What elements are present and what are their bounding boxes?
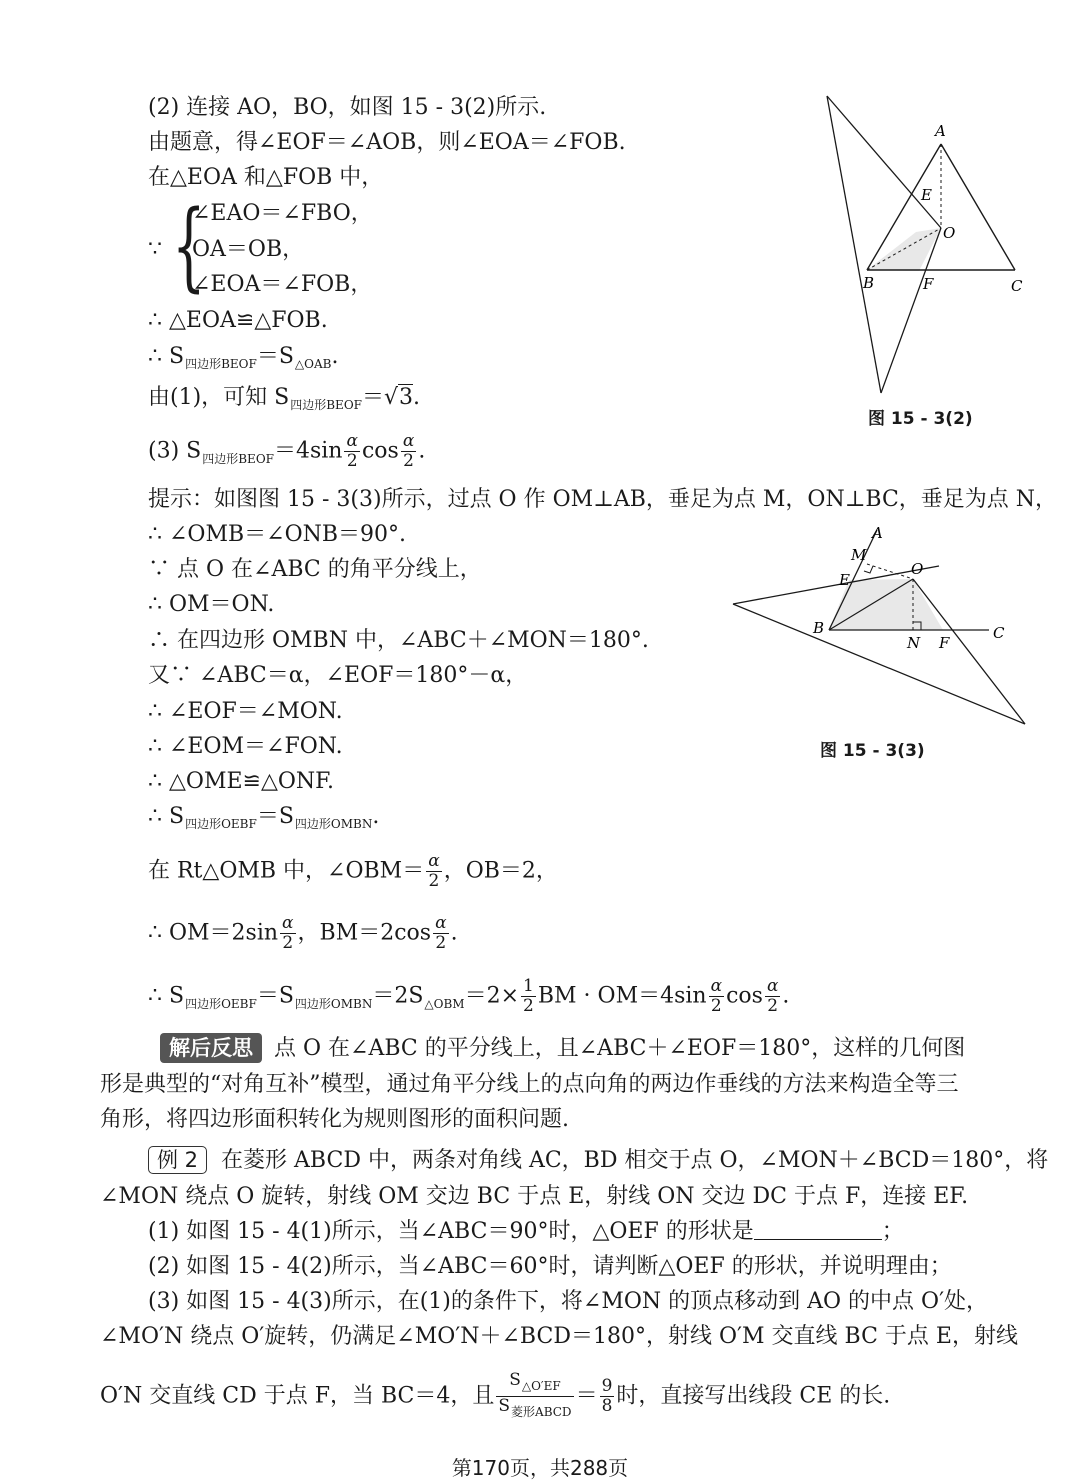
text-seg: ＝√ xyxy=(361,385,399,410)
text-line xyxy=(148,384,420,419)
numerator: α xyxy=(282,913,294,933)
text-line: ∴ △OME≌△ONF. xyxy=(148,769,335,794)
text-seg: 时，直接写出线段 CE 的长. xyxy=(616,1383,891,1409)
text-line: ∴ △EOA≌△FOB. xyxy=(148,308,328,333)
equation-line: OA＝OB， xyxy=(192,237,305,262)
text-line: ∴ ∠EOF＝∠MON. xyxy=(148,699,343,724)
figure-15-3-3 xyxy=(725,520,1035,730)
text-line: ∴ ∠OMB＝∠ONB＝90°. xyxy=(148,522,407,547)
page-footer: 第170页，共288页 xyxy=(451,1456,629,1480)
right-angle-m xyxy=(864,566,873,573)
ray-oe xyxy=(827,96,941,228)
text-seg: ，BM＝2cos xyxy=(297,920,432,946)
ray-of xyxy=(913,579,1025,724)
label-o: O xyxy=(911,560,924,578)
figure-caption: 图 15 - 3(2) xyxy=(868,409,973,429)
label-b: B xyxy=(813,619,825,637)
subscript: 四边形OEBF xyxy=(185,817,257,831)
text-seg: cos xyxy=(361,438,399,464)
label-o: O xyxy=(943,224,956,242)
text-seg: . xyxy=(450,920,458,946)
text-seg: S xyxy=(498,1396,511,1416)
text-seg: S xyxy=(509,1370,521,1390)
label-f: F xyxy=(939,634,950,652)
text-seg: ∴ OM＝2sin xyxy=(148,920,279,946)
system-brace: { xyxy=(172,190,206,302)
equation-line: ∠EAO＝∠FBO， xyxy=(192,201,373,226)
text-seg: ＝2S xyxy=(372,983,424,1009)
numerator: α xyxy=(710,976,723,996)
fraction xyxy=(496,1371,573,1422)
figure-15-3-2 xyxy=(815,88,1050,408)
fraction xyxy=(280,914,295,953)
label-f: F xyxy=(923,275,934,293)
reflection-badge: 解后反思 xyxy=(160,1033,262,1063)
text-seg: (3) S xyxy=(148,438,202,464)
text-line: 提示：如图图 15 - 3(3)所示，过点 O 作 OM⊥AB，垂足为点 M，ON⊥BC，垂足为点 N， xyxy=(148,487,1058,512)
example-line xyxy=(148,1146,1048,1175)
text-seg: . xyxy=(418,438,426,464)
numerator: α xyxy=(346,431,358,451)
reflection-line xyxy=(160,1033,965,1063)
text-line: (3) 如图 15 - 4(3)所示，在(1)的条件下，将∠MON 的顶点移动到 AO 的中点 O′处， xyxy=(148,1289,989,1314)
numerator: α xyxy=(402,431,415,451)
text-line: 由题意，得∠EOF＝∠AOB，则∠EOA＝∠FOB. xyxy=(148,130,626,155)
text-line xyxy=(148,343,338,378)
numerator: α xyxy=(435,913,447,933)
fraction xyxy=(521,977,536,1016)
text-seg: ＝S xyxy=(256,344,294,369)
text-line: 形是典型的“对角互补”模型，通过角平分线上的点向角的两边作垂线的方法来构造全等三 xyxy=(100,1072,959,1097)
side-ac xyxy=(941,144,1015,270)
denominator: 2 xyxy=(710,996,722,1016)
text-seg: ＝ xyxy=(575,1383,598,1409)
label-m: M xyxy=(851,546,867,564)
subscript: 四边形BEOF xyxy=(185,357,257,371)
text-seg: ＝2× xyxy=(464,983,520,1009)
fraction xyxy=(765,977,780,1016)
label-e: E xyxy=(921,186,932,204)
denominator xyxy=(496,1397,573,1422)
equation-line: ∠EOA＝∠FOB， xyxy=(192,272,373,297)
text-seg: . xyxy=(331,344,339,369)
text-line xyxy=(148,977,789,1018)
fraction xyxy=(401,432,416,471)
text-seg: 在 Rt△OMB 中，∠OBM＝ xyxy=(148,858,425,884)
numerator xyxy=(496,1371,573,1397)
denominator: 2 xyxy=(403,451,414,471)
fraction xyxy=(600,1377,615,1416)
denominator: 2 xyxy=(346,451,358,471)
example-badge: 例 2 xyxy=(148,1146,207,1174)
label-c: C xyxy=(1011,277,1023,295)
text-seg: O′N 交直线 CD 于点 F，当 BC＝4，且 xyxy=(100,1383,495,1409)
text-line xyxy=(148,803,379,838)
denominator: 2 xyxy=(282,933,294,953)
denominator: 2 xyxy=(428,871,440,891)
text-seg: (1) 如图 15 - 4(1)所示，当∠ABC＝90°时，△OEF 的形状是 xyxy=(148,1219,754,1244)
text-line: 又∵ ∠ABC＝α，∠EOF＝180°－α， xyxy=(148,663,528,688)
fraction xyxy=(344,432,359,471)
text-line: (2) 如图 15 - 4(2)所示，当∠ABC＝60°时，请判断△OEF 的形状，并说明理由； xyxy=(148,1254,952,1279)
subscript: △O′EF xyxy=(521,1379,561,1393)
text-line xyxy=(148,1218,904,1246)
label-a: A xyxy=(872,524,883,542)
subscript: 四边形OEBF xyxy=(185,996,257,1011)
text-line: 在△EOA 和△FOB 中， xyxy=(148,165,384,190)
subscript: 四边形BEOF xyxy=(290,398,362,412)
text-line xyxy=(148,432,425,473)
figure-caption: 图 15 - 3(3) xyxy=(820,741,925,761)
text-line: ∴ 在四边形 OMBN 中，∠ABC＋∠MON＝180°. xyxy=(148,628,649,653)
numerator: 1 xyxy=(523,976,534,996)
subscript: 四边形OMBN xyxy=(294,996,373,1011)
numerator: α xyxy=(428,851,440,871)
label-b: B xyxy=(863,274,875,292)
denominator: 8 xyxy=(601,1396,613,1416)
sqrt-radicand: 3 xyxy=(399,385,414,410)
answer-blank[interactable] xyxy=(754,1219,882,1240)
denominator: 2 xyxy=(435,933,447,953)
text-line: ∠MON 绕点 O 旋转，射线 OM 交边 BC 于点 E，射线 ON 交边 DC 于点 F，连接 EF. xyxy=(100,1184,969,1209)
text-line xyxy=(100,1371,890,1422)
fraction xyxy=(426,852,441,891)
text-seg: ＝4sin xyxy=(273,438,343,464)
text-line: ∴ OM＝ON. xyxy=(148,592,275,617)
numerator: 9 xyxy=(601,1376,613,1396)
text-line: 角形，将四边形面积转化为规则图形的面积问题. xyxy=(100,1107,569,1132)
fraction xyxy=(709,977,724,1016)
text-seg: 点 O 在∠ABC 的平分线上，且∠ABC＋∠EOF＝180°，这样的几何图 xyxy=(274,1036,966,1061)
subscript: 四边形BEOF xyxy=(202,451,274,466)
label-a: A xyxy=(935,122,946,140)
text-seg: ∴ S xyxy=(148,983,185,1009)
subscript: △OBM xyxy=(424,996,465,1011)
text-line: ∵ 点 O 在∠ABC 的角平分线上， xyxy=(148,557,482,582)
text-seg: ∴ S xyxy=(148,804,185,829)
fraction xyxy=(433,914,448,953)
subscript: △OAB xyxy=(294,357,332,371)
label-n: N xyxy=(907,634,921,652)
label-c: C xyxy=(993,624,1005,642)
text-seg: . xyxy=(372,804,380,829)
text-seg: 由(1)，可知 S xyxy=(148,385,290,410)
text-seg: 在菱形 ABCD 中，两条对角线 AC，BD 相交于点 O，∠MON＋∠BCD＝180°，将 xyxy=(221,1148,1049,1173)
text-seg: BM · OM＝4sin xyxy=(537,983,707,1009)
text-seg: ∴ S xyxy=(148,344,185,369)
subscript: 四边形OMBN xyxy=(294,817,373,831)
outer-side xyxy=(827,96,881,393)
text-seg: ＝S xyxy=(256,983,294,1009)
denominator: 2 xyxy=(767,996,779,1016)
because-symbol: ∵ xyxy=(148,237,162,262)
text-line xyxy=(148,852,558,891)
text-line: ∠MO′N 绕点 O′旋转，仍满足∠MO′N＋∠BCD＝180°，射线 O′M 交直线 BC 于点 E，射线 xyxy=(100,1324,1018,1349)
numerator: α xyxy=(766,976,779,996)
subscript: 菱形ABCD xyxy=(511,1405,572,1419)
text-seg: ； xyxy=(881,1219,904,1244)
denominator: 2 xyxy=(523,996,534,1016)
label-e: E xyxy=(839,571,850,589)
text-seg: ，OB＝2， xyxy=(443,858,558,884)
text-seg: . xyxy=(782,983,790,1009)
text-line: ∴ ∠EOM＝∠FON. xyxy=(148,734,343,759)
text-seg: ＝S xyxy=(256,804,294,829)
text-line: (2) 连接 AO，BO，如图 15 - 3(2)所示. xyxy=(148,95,547,120)
text-seg: . xyxy=(413,385,421,410)
text-seg: cos xyxy=(726,983,763,1009)
text-line xyxy=(148,914,458,953)
